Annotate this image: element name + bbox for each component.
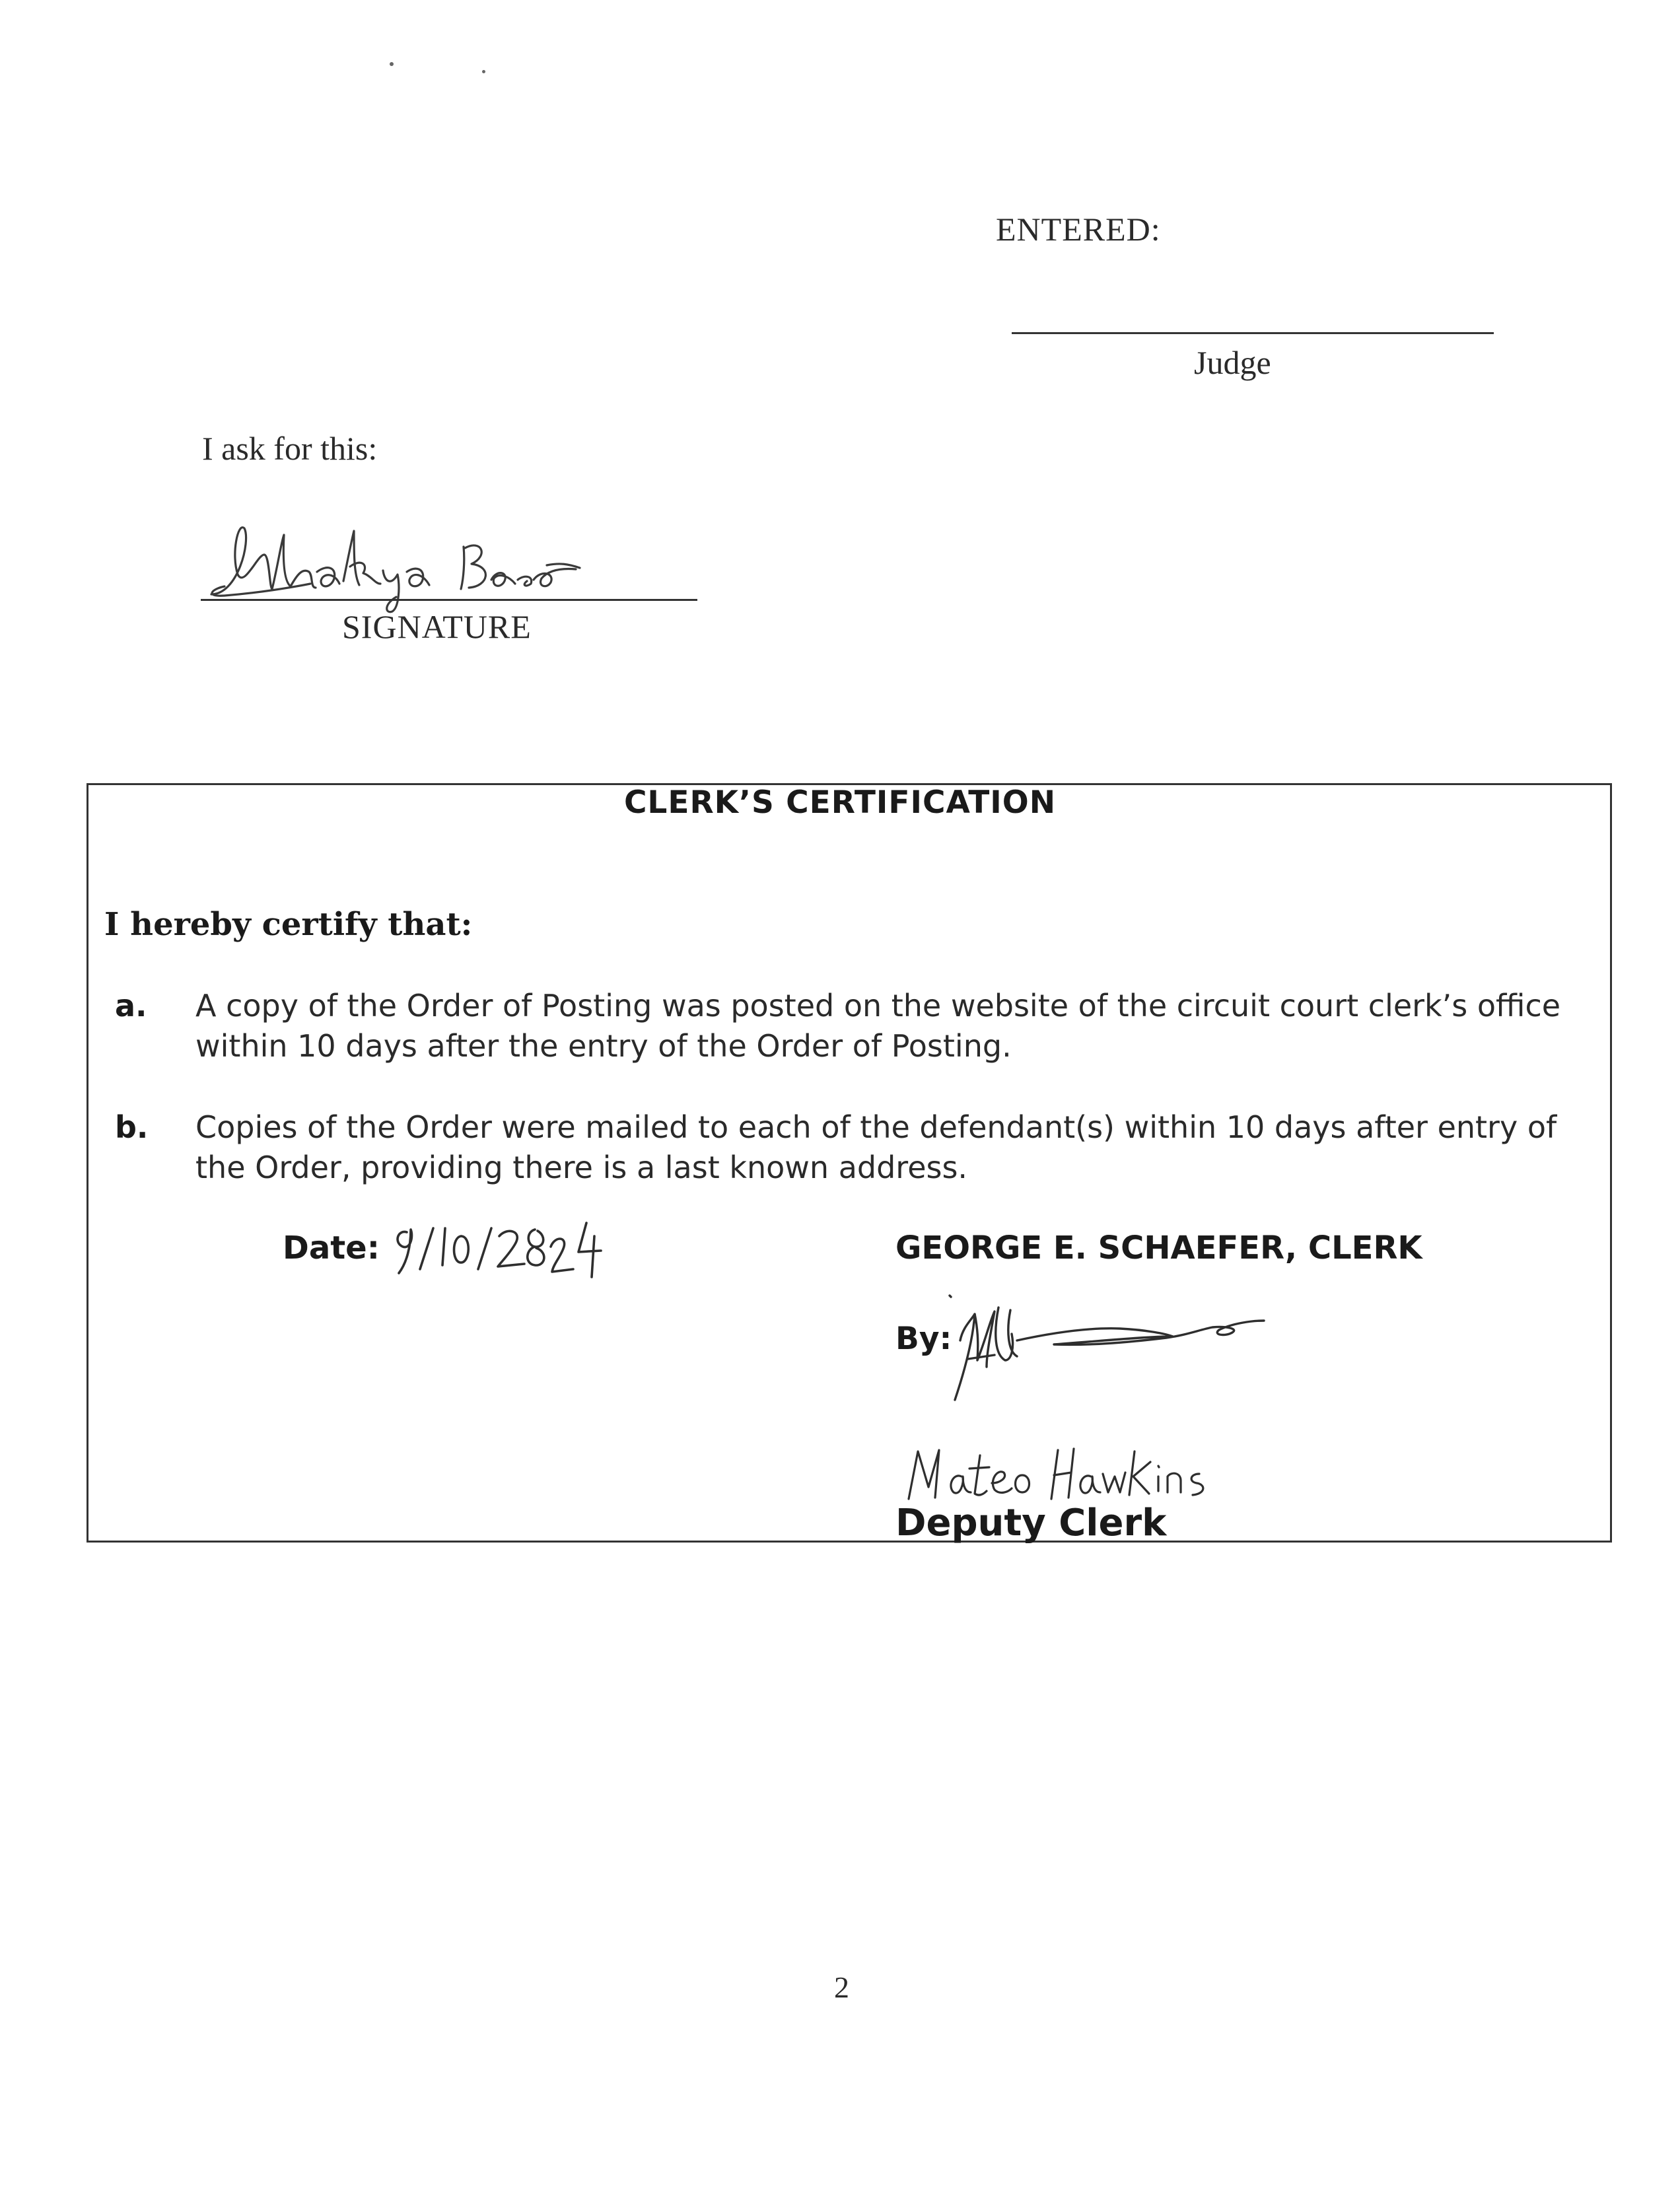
- requester-signature-line: [201, 599, 697, 601]
- handwritten-deputy-name: [905, 1440, 1222, 1506]
- clerk-name: GEORGE E. SCHAEFER, CLERK: [895, 1230, 1422, 1267]
- judge-signature-line: [1012, 332, 1494, 334]
- ask-for-this-label: I ask for this:: [202, 430, 378, 467]
- signature-label: SIGNATURE: [342, 608, 532, 645]
- certification-title: CLERK’S CERTIFICATION: [623, 784, 1057, 821]
- date-label: Date:: [283, 1230, 380, 1267]
- deputy-clerk-label: Deputy Clerk: [895, 1502, 1167, 1545]
- page-number: 2: [834, 1970, 849, 2004]
- by-label: By:: [895, 1321, 952, 1357]
- certify-intro: I hereby certify that:: [104, 906, 473, 943]
- item-b-letter: b.: [115, 1109, 149, 1145]
- handwritten-date: [388, 1210, 613, 1282]
- entered-label: ENTERED:: [996, 211, 1161, 248]
- scan-speck: [390, 62, 394, 66]
- scan-speck: [482, 70, 485, 73]
- judge-label: Judge: [1194, 344, 1271, 381]
- deputy-clerk-signature: [948, 1294, 1292, 1413]
- item-a-text: A copy of the Order of Posting was posted on the website of the circuit court clerk’s office within 10 days after the entry of the Order of Posting.: [195, 988, 1561, 1064]
- item-a-letter: a.: [115, 988, 147, 1024]
- item-b-text: Copies of the Order were mailed to each of the defendant(s) within 10 days after entry of the Order, providing there is a last known address.: [195, 1109, 1557, 1185]
